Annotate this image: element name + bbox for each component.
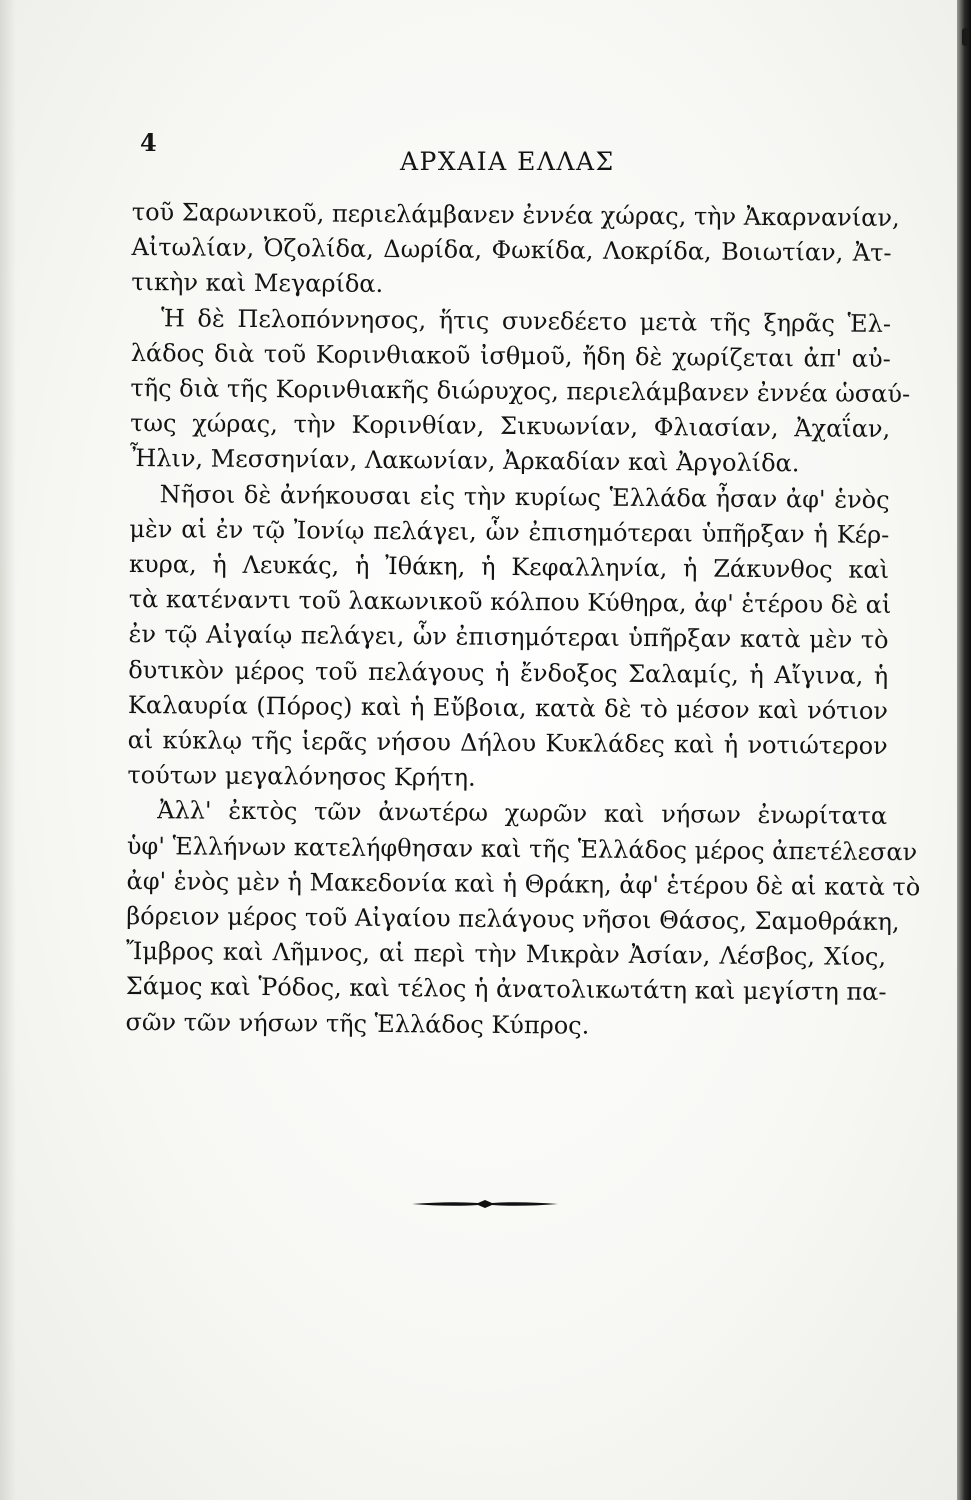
page-number: 4 [140,128,157,157]
text-line: τῆς διὰ τῆς Κορινθιακῆς διώρυχος, περιελάμβανεν ἐννέα ὡσαύ- [130,374,911,409]
text-line: ἐν τῷ Αἰγαίῳ πελάγει, ὧν ἐπισημότεραι ὑπῆρξαν κατὰ μὲν τὸ [128,620,889,655]
running-head: ΑΡΧΑΙΑ ΕΛΛΑΣ [400,147,615,176]
text-line: Σάμος καὶ Ῥόδος, καὶ τέλος ἡ ἀνατολικωτάτη καὶ μεγίστη πα- [125,972,887,1007]
text-line: τως χώρας, τὴν Κορινθίαν, Σικυωνίαν, Φλιασίαν, Ἀχαΐαν, [130,409,891,444]
page-gutter-shadow [0,0,16,1500]
paragraph-4 [125,793,921,1045]
text-line: δυτικὸν μέρος τοῦ πελάγους ἡ ἔνδοξος Σαλαμίς, ἡ Αἴγινα, ἡ [128,655,889,690]
paragraph-1 [131,195,900,307]
end-ornament [410,1195,560,1213]
text-line: τοῦ Σαρωνικοῦ, περιελάμβανεν ἐννέα χώρας, τὴν Ἀκαρνανίαν, [131,197,900,233]
text-line: Ἡ δὲ Πελοπόννησος, ἥτις συνεδέετο μετὰ τῆς ξηρᾶς Ἑλ- [160,303,892,338]
text-line: Ἀλλ' ἐκτὸς τῶν ἀνωτέρω χωρῶν καὶ νήσων ἐνωρίτατα [157,796,888,831]
text-line: σῶν τῶν νήσων τῆς Ἑλλάδος Κύπρος. [125,1007,590,1040]
text-line: τικὴν καὶ Μεγαρίδα. [131,268,384,299]
scan-speck [962,28,969,46]
text-line: κυρα, ἡ Λευκάς, ἡ Ἰθάκη, ἡ Κεφαλληνία, ἡ Ζάκυνθος καὶ [128,550,890,584]
paragraph-3 [127,477,892,800]
text-line: ὑφ' Ἑλλήνων κατελήφθησαν καὶ τῆς Ἑλλάδος μέρος ἀπετέλεσαν [126,831,918,866]
body-text [125,195,921,1046]
text-line: τὰ κατέναντι τοῦ λακωνικοῦ κόλπου Κύθηρα, ἀφ' ἑτέρου δὲ αἱ [128,585,892,620]
paragraph-2 [129,301,911,483]
text-line: Καλαυρία (Πόρος) καὶ ἡ Εὔβοια, κατὰ δὲ τὸ μέσον καὶ νότιον [127,690,889,725]
page-right-edge [957,0,971,1500]
text-line: Νῆσοι δὲ ἀνήκουσαι εἰς τὴν κυρίως Ἑλλάδα ἦσαν ἀφ' ἑνὸς [159,479,890,514]
text-line: Αἰτωλίαν, Ὀζολίδα, Δωρίδα, Φωκίδα, Λοκρίδα, Βοιωτίαν, Ἀτ- [131,233,892,268]
text-line: Ἦλιν, Μεσσηνίαν, Λακωνίαν, Ἀρκαδίαν καὶ Ἀργολίδα. [129,444,800,478]
text-line: λάδος διὰ τοῦ Κορινθιακοῦ ἰσθμοῦ, ἤδη δὲ χωρίζεται ἀπ' αὐ- [130,338,891,373]
text-line: αἱ κύκλῳ τῆς ἱερᾶς νήσου Δήλου Κυκλάδες καὶ ἡ νοτιώτερον [127,726,888,760]
text-line: τούτων μεγαλόνησος Κρήτη. [127,761,476,792]
text-line: μὲν αἱ ἐν τῷ Ἰονίῳ πελάγει, ὧν ἐπισημότεραι ὑπῆρξαν ἡ Κέρ- [129,514,890,549]
text-line: Ἴμβρος καὶ Λῆμνος, αἱ περὶ τὴν Μικρὰν Ἀσίαν, Λέσβος, Χίος, [125,937,887,972]
text-line: βόρειον μέρος τοῦ Αἰγαίου πελάγους νῆσοι Θάσος, Σαμοθράκη, [126,902,900,937]
text-line: ἀφ' ἑνὸς μὲν ἡ Μακεδονία καὶ ἡ Θράκη, ἀφ' ἑτέρου δὲ αἱ κατὰ τὸ [126,866,921,902]
